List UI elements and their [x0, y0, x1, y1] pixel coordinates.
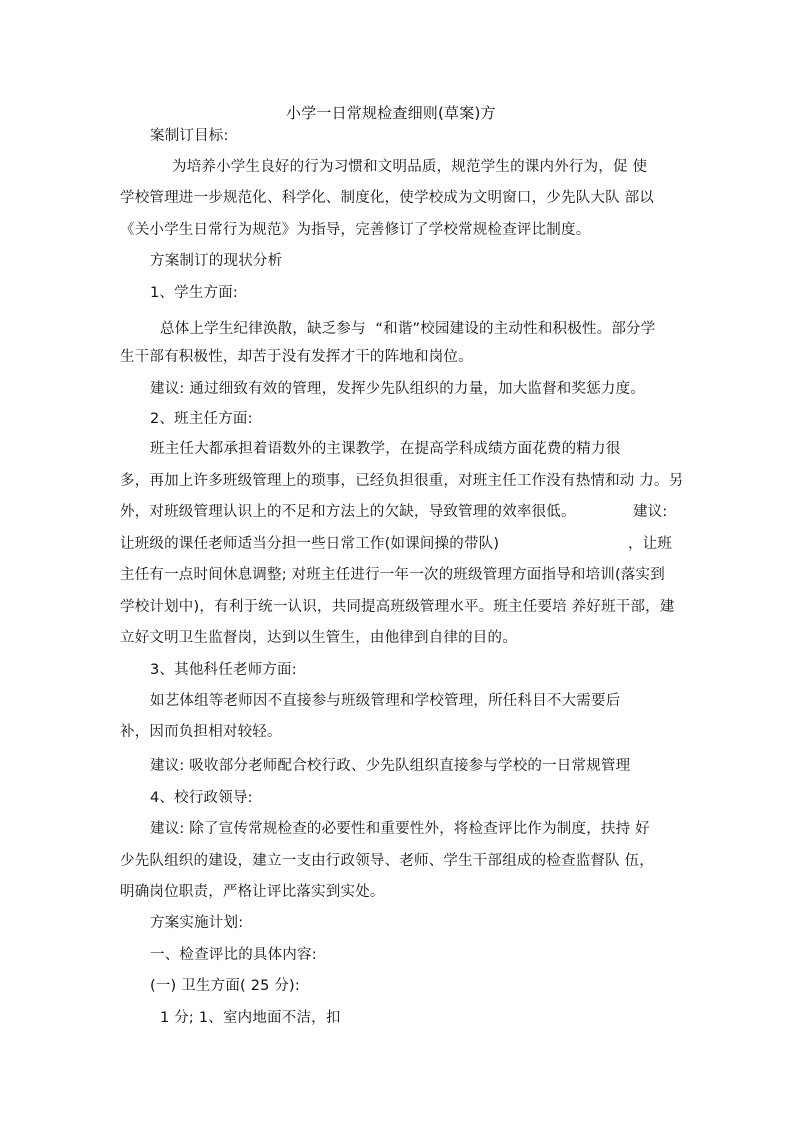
section-heading: 一、检查评比的具体内容:	[150, 947, 317, 963]
section-heading: 2、班主任方面:	[150, 411, 253, 427]
text-line: 少先队组织的建设，建立一支由行政领导、老师、学生干部组成的检查监督队 伍，	[120, 853, 655, 869]
text-line: ，让班	[628, 536, 673, 552]
text-line: 《关小学生日常行为规范》为指导，完善修订了学校常规检查评比制度。	[120, 222, 591, 238]
text-line: 案制订目标:	[150, 128, 229, 144]
section-heading: (一) 卫生方面( 25 分):	[150, 978, 300, 994]
text-line: 多，再加上许多班级管理上的琐事，已经负担很重，对班主任工作没有热情和动 力。另	[120, 473, 684, 489]
section-heading: 3、其他科任老师方面:	[150, 662, 297, 678]
text-line: 让班级的课任老师适当分担一些日常工作(如课间操的带队)	[120, 536, 500, 552]
text-line: 立好文明卫生监督岗，达到以生管生，由他律到自律的目的。	[120, 630, 517, 646]
section-heading: 方案实施计划:	[150, 915, 244, 931]
text-line: 1 分; 1、室内地面不洁，扣	[160, 1010, 341, 1026]
document-title: 小学一日常规检查细则(草案)方	[286, 104, 496, 122]
text-line: 建议: 除了宣传常规检查的必要性和重要性外，将检查评比作为制度，扶持 好	[150, 821, 650, 837]
text-line: 建议:	[633, 504, 668, 520]
text-line: 如艺体组等老师因不直接参与班级管理和学校管理，所任科目不大需要后	[150, 693, 621, 709]
text-line: 班主任大都承担着语数外的主课教学，在提高学科成绩方面花费的精力很	[150, 441, 621, 457]
text-line: 主任有一点时间休息调整; 对班主任进行一年一次的班级管理方面指导和培训(落实到	[120, 567, 665, 583]
text-line: 外，对班级管理认识上的不足和方法上的欠缺，导致管理的效率很低。	[120, 504, 576, 520]
text-line: 明确岗位职责，严格让评比落实到实处。	[120, 884, 385, 900]
text-line: 生干部有积极性，却苦于没有发挥才干的阵地和岗位。	[120, 349, 473, 365]
text-line: 补，因而负担相对较轻。	[120, 724, 282, 740]
text-line: 建议: 通过细致有效的管理，发挥少先队组织的力量，加大监督和奖惩力度。	[150, 381, 645, 397]
text-line: 总体上学生纪律涣散，缺乏参与 “和谐”校园建设的主动性和积极性。部分学	[160, 321, 656, 337]
section-heading: 4、校行政领导:	[150, 790, 253, 806]
text-line: 为培养小学生良好的行为习惯和文明品质，规范学生的课内外行为，促 使	[172, 159, 648, 175]
text-line: 学校计划中)，有利于统一认识，共同提高班级管理水平。班主任要培 养好班干部，建	[120, 599, 675, 615]
section-heading: 方案制订的现状分析	[150, 253, 283, 269]
text-line: 学校管理进一步规范化、科学化、制度化，使学校成为文明窗口，少先队大队 部以	[120, 190, 655, 206]
text-line: 建议: 吸收部分老师配合校行政、少先队组织直接参与学校的一日常规管理	[150, 758, 631, 774]
section-heading: 1、学生方面:	[150, 285, 239, 301]
